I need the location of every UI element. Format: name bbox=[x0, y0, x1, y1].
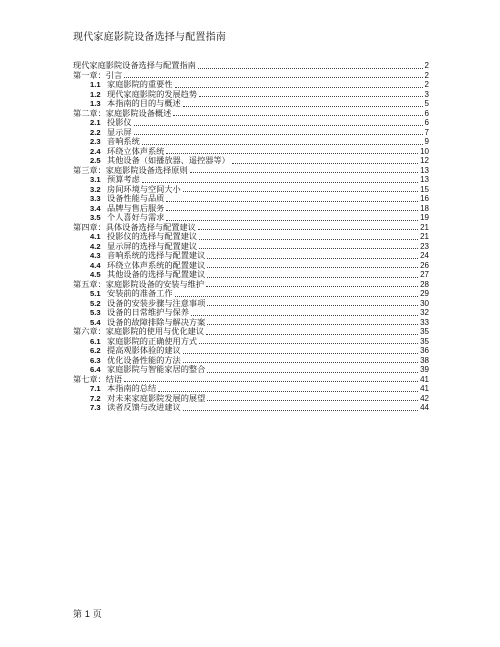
toc-entry-number: 6.2 bbox=[90, 346, 101, 355]
toc-entry-page: 9 bbox=[424, 137, 429, 146]
toc-entry-title: 音响系统 bbox=[107, 136, 140, 146]
toc-leader-dots bbox=[183, 409, 418, 411]
toc-entry-number: 3.4 bbox=[90, 203, 101, 213]
toc-leader-dots bbox=[206, 333, 418, 335]
toc-entry-title: 优化设备性能的方法 bbox=[107, 354, 181, 365]
toc-entry-number: 7.2 bbox=[90, 393, 101, 403]
toc-chapter-entry[interactable] bbox=[73, 61, 429, 71]
toc-entry-page: 30 bbox=[420, 298, 429, 308]
toc-entry-number: 2.1 bbox=[90, 118, 101, 127]
toc-leader-dots bbox=[166, 200, 418, 202]
toc-entry-page: 21 bbox=[420, 232, 429, 241]
toc-entry-page: 26 bbox=[420, 260, 429, 270]
toc-leader-dots bbox=[166, 152, 418, 154]
toc-entry-number: 5.2 bbox=[90, 298, 101, 308]
table-of-contents bbox=[73, 61, 429, 413]
toc-entry-number: 2.5 bbox=[90, 156, 101, 165]
toc-entry-number: 5.3 bbox=[90, 308, 101, 317]
toc-entry-page: 18 bbox=[420, 203, 429, 213]
toc-leader-dots bbox=[207, 276, 418, 278]
toc-entry-page: 36 bbox=[420, 346, 429, 355]
toc-entry-title: 现代家庭影院的发展趋势 bbox=[107, 88, 198, 99]
toc-entry-title: 安装前的准备工作 bbox=[107, 288, 173, 298]
toc-entry-page: 21 bbox=[420, 222, 429, 232]
toc-leader-dots bbox=[199, 95, 422, 97]
toc-leader-dots bbox=[124, 76, 422, 78]
toc-entry-title: 家庭影院与智能家居的整合 bbox=[107, 364, 206, 374]
toc-entry-title: 对未来家庭影院发展的展望 bbox=[107, 392, 206, 403]
toc-entry-number: 6.1 bbox=[90, 336, 101, 346]
footer-page-number: 1 bbox=[84, 609, 90, 619]
toc-entry-title: 第三章：家庭影院设备选择原则 bbox=[73, 164, 188, 175]
toc-entry-number: 2.2 bbox=[90, 127, 101, 137]
toc-leader-dots bbox=[142, 143, 423, 145]
toc-entry-page: 23 bbox=[420, 241, 429, 251]
toc-leader-dots bbox=[198, 67, 423, 69]
toc-entry-page: 16 bbox=[420, 194, 429, 203]
toc-entry-title: 现代家庭影院设备选择与配置指南 bbox=[73, 60, 196, 70]
toc-entry-page: 13 bbox=[420, 165, 429, 175]
toc-entry-number: 6.3 bbox=[90, 355, 101, 365]
toc-entry-number: 5.1 bbox=[90, 289, 101, 298]
toc-entry-page: 6 bbox=[424, 118, 429, 127]
toc-entry-number: 4.5 bbox=[90, 270, 101, 279]
toc-leader-dots bbox=[183, 190, 418, 192]
toc-leader-dots bbox=[207, 257, 418, 259]
toc-entry-title: 设备的安装步骤与注意事项 bbox=[107, 297, 206, 308]
toc-section-entry[interactable] bbox=[73, 403, 429, 413]
toc-entry-page: 39 bbox=[420, 365, 429, 374]
toc-entry-title: 第四章：具体设备选择与配置建议 bbox=[73, 221, 196, 232]
toc-leader-dots bbox=[199, 247, 418, 249]
toc-entry-number: 6.4 bbox=[90, 365, 101, 374]
toc-entry-number: 3.3 bbox=[90, 194, 101, 203]
toc-entry-number: 3.1 bbox=[90, 175, 101, 184]
toc-leader-dots bbox=[166, 209, 418, 211]
toc-entry-number: 4.1 bbox=[90, 232, 101, 241]
toc-leader-dots bbox=[173, 114, 422, 116]
toc-leader-dots bbox=[207, 371, 418, 373]
page-footer bbox=[73, 607, 102, 620]
page-header bbox=[73, 28, 226, 43]
toc-entry-number: 5.4 bbox=[90, 317, 101, 327]
toc-entry-title: 音响系统的选择与配置建议 bbox=[107, 250, 206, 260]
toc-leader-dots bbox=[175, 86, 423, 88]
toc-entry-title: 环绕立体声系统的配置建议 bbox=[107, 259, 206, 270]
toc-entry-page: 7 bbox=[424, 127, 429, 137]
toc-entry-title: 设备的故障排除与解决方案 bbox=[107, 316, 206, 327]
footer-suffix: 页 bbox=[92, 610, 102, 620]
toc-entry-number: 3.2 bbox=[90, 184, 101, 194]
toc-entry-page: 35 bbox=[420, 336, 429, 346]
toc-entry-title: 显示屏的选择与配置建议 bbox=[107, 240, 198, 251]
footer-prefix: 第 bbox=[73, 610, 83, 620]
toc-leader-dots bbox=[183, 352, 418, 354]
toc-entry-title: 设备的日常维护与保养 bbox=[107, 307, 189, 317]
toc-entry-title: 第六章：家庭影院的使用与优化建议 bbox=[73, 326, 205, 336]
toc-entry-page: 6 bbox=[424, 108, 429, 118]
toc-entry-title: 第二章：家庭影院设备概述 bbox=[73, 107, 172, 118]
toc-entry-title: 其他设备（如播放器、遥控器等） bbox=[107, 155, 230, 165]
toc-entry-page: 2 bbox=[424, 70, 429, 80]
toc-entry-page: 44 bbox=[420, 403, 429, 412]
toc-entry-title: 第七章：结语 bbox=[73, 373, 123, 384]
header-title: 现代家庭影院设备选择与配置指南 bbox=[73, 32, 226, 43]
toc-leader-dots bbox=[134, 124, 423, 126]
toc-leader-dots bbox=[158, 390, 418, 392]
toc-entry-page: 5 bbox=[424, 99, 429, 108]
toc-entry-page: 2 bbox=[424, 80, 429, 89]
toc-entry-page: 29 bbox=[420, 289, 429, 298]
toc-leader-dots bbox=[199, 342, 418, 344]
toc-entry-number: 4.2 bbox=[90, 241, 101, 251]
toc-leader-dots bbox=[124, 380, 418, 382]
toc-leader-dots bbox=[207, 323, 418, 325]
toc-entry-page: 13 bbox=[420, 175, 429, 184]
toc-entry-title: 设备性能与品质 bbox=[107, 193, 165, 203]
toc-leader-dots bbox=[232, 162, 418, 164]
toc-entry-page: 28 bbox=[420, 279, 429, 289]
toc-leader-dots bbox=[206, 285, 418, 287]
toc-entry-page: 42 bbox=[420, 393, 429, 403]
toc-entry-page: 24 bbox=[420, 251, 429, 260]
toc-entry-page: 32 bbox=[420, 308, 429, 317]
toc-entry-page: 12 bbox=[420, 156, 429, 165]
toc-entry-page: 35 bbox=[420, 327, 429, 336]
toc-entry-number: 2.4 bbox=[90, 146, 101, 156]
toc-entry-page: 33 bbox=[420, 317, 429, 327]
toc-leader-dots bbox=[198, 228, 418, 230]
toc-entry-number: 3.5 bbox=[90, 213, 101, 222]
toc-entry-title: 本指南的目的与概述 bbox=[107, 98, 181, 108]
toc-entry-title: 环绕立体声系统 bbox=[107, 145, 165, 156]
toc-entry-page: 19 bbox=[420, 213, 429, 222]
toc-leader-dots bbox=[190, 171, 418, 173]
toc-entry-title: 个人喜好与需求 bbox=[107, 212, 165, 222]
toc-leader-dots bbox=[175, 295, 419, 297]
toc-section-entry[interactable] bbox=[73, 365, 429, 375]
toc-entry-title: 房间环境与空间大小 bbox=[107, 183, 181, 194]
toc-entry-number: 1.3 bbox=[90, 99, 101, 108]
toc-entry-number: 7.1 bbox=[90, 384, 101, 393]
toc-leader-dots bbox=[183, 105, 423, 107]
toc-entry-page: 2 bbox=[424, 61, 429, 70]
toc-entry-title: 预算考虑 bbox=[107, 174, 140, 184]
toc-entry-title: 第一章：引言 bbox=[73, 69, 123, 80]
toc-entry-page: 3 bbox=[424, 89, 429, 99]
toc-entry-page: 15 bbox=[420, 184, 429, 194]
toc-entry-page: 10 bbox=[420, 146, 429, 156]
toc-entry-number: 7.3 bbox=[90, 403, 101, 412]
toc-entry-title: 第五章：家庭影院设备的安装与维护 bbox=[73, 278, 205, 289]
toc-entry-title: 投影仪 bbox=[107, 117, 132, 127]
toc-entry-number: 1.2 bbox=[90, 89, 101, 99]
toc-leader-dots bbox=[207, 266, 418, 268]
toc-leader-dots bbox=[134, 133, 423, 135]
toc-leader-dots bbox=[199, 238, 418, 240]
toc-entry-number: 2.3 bbox=[90, 137, 101, 146]
toc-leader-dots bbox=[207, 304, 418, 306]
toc-entry-page: 27 bbox=[420, 270, 429, 279]
toc-entry-title: 读者反馈与改进建议 bbox=[107, 402, 181, 412]
toc-entry-number: 1.1 bbox=[90, 80, 101, 89]
toc-leader-dots bbox=[207, 399, 418, 401]
toc-entry-title: 品牌与售后服务 bbox=[107, 202, 165, 213]
toc-entry-page: 41 bbox=[420, 384, 429, 393]
toc-entry-title: 投影仪的选择与配置建议 bbox=[107, 231, 198, 241]
toc-entry-number: 4.4 bbox=[90, 260, 101, 270]
toc-entry-title: 显示屏 bbox=[107, 126, 132, 137]
toc-entry-page: 38 bbox=[420, 355, 429, 365]
toc-leader-dots bbox=[166, 219, 418, 221]
toc-entry-title: 提高观影体验的建议 bbox=[107, 345, 181, 355]
toc-leader-dots bbox=[191, 314, 418, 316]
toc-leader-dots bbox=[142, 181, 418, 183]
toc-entry-title: 家庭影院的重要性 bbox=[107, 79, 173, 89]
toc-entry-page: 41 bbox=[420, 374, 429, 384]
toc-entry-title: 家庭影院的正确使用方式 bbox=[107, 335, 198, 346]
toc-leader-dots bbox=[183, 361, 418, 363]
toc-entry-title: 本指南的总结 bbox=[107, 383, 157, 393]
toc-entry-number: 4.3 bbox=[90, 251, 101, 260]
toc-entry-title: 其他设备的选择与配置建议 bbox=[107, 269, 206, 279]
